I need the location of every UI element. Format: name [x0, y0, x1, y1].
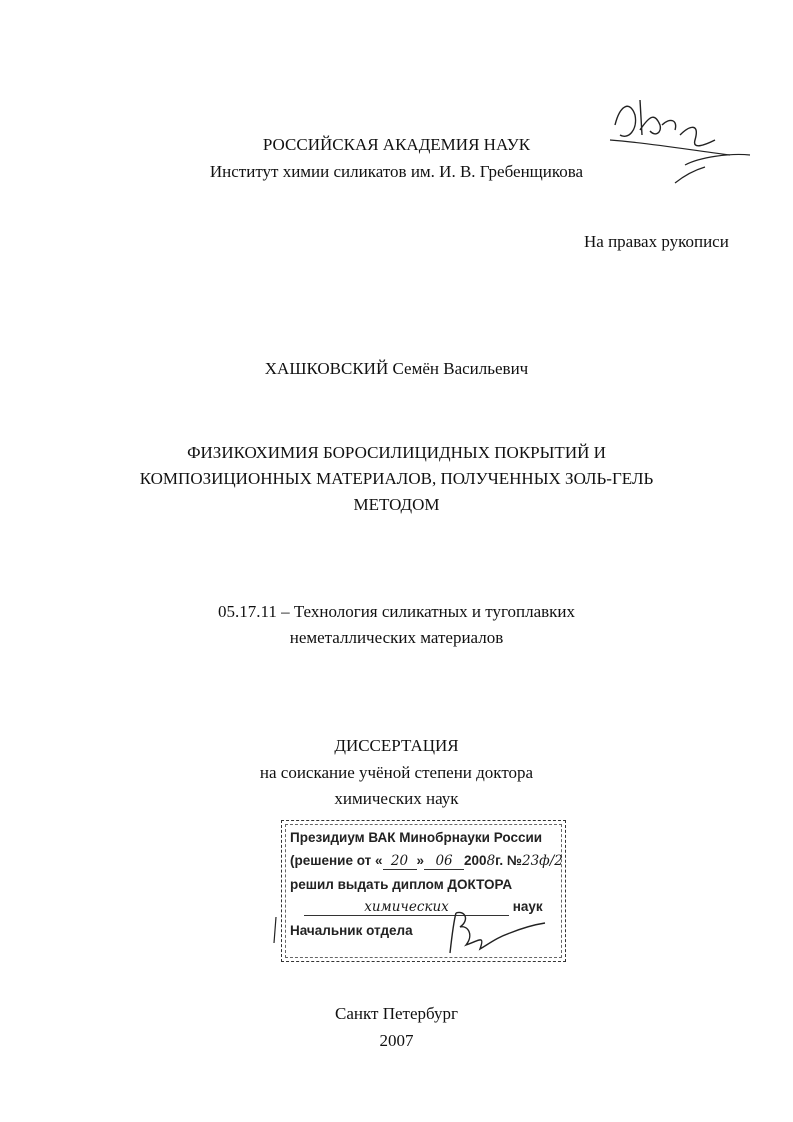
- stamp-decision-line: (решение от « 20 » 06 2008г. №23ф/2: [290, 853, 563, 869]
- institute-name: Институт химии силикатов им. И. В. Гребенщикова: [209, 162, 584, 181]
- specialty-line-1: 05.17.11 – Технология силикатных и тугоплавких: [217, 602, 576, 621]
- stamp-year-prefix: 200: [464, 853, 487, 868]
- stamp-field-value: химических: [304, 899, 509, 916]
- specialty-line-2: неметаллических материалов: [289, 628, 504, 647]
- degree-line-2: химических наук: [334, 789, 459, 808]
- year: 2007: [379, 1031, 414, 1050]
- stamp-presidium-line: Президиум ВАК Минобрнауки России: [290, 830, 543, 845]
- stamp-year-label: г. №: [495, 853, 522, 868]
- stamp-day-value: 20: [383, 853, 417, 870]
- stamp-diploma-line: решил выдать диплом ДОКТОРА: [290, 877, 513, 892]
- stamp-month-value: 06: [424, 853, 464, 870]
- stamp-number-value: 23ф/2: [521, 853, 563, 869]
- title-line-3: МЕТОДОМ: [353, 495, 440, 514]
- organization-name: РОССИЙСКАЯ АКАДЕМИЯ НАУК: [262, 135, 531, 154]
- manuscript-rights: На правах рукописи: [584, 232, 729, 251]
- author-name: [0, 358, 793, 380]
- city: Санкт Петербург: [335, 1004, 458, 1023]
- stamp-field-label: наук: [512, 899, 543, 914]
- stamp-signature-scribble: [440, 905, 550, 960]
- title-line-2: КОМПОЗИЦИОННЫХ МАТЕРИАЛОВ, ПОЛУЧЕННЫХ ЗОЛЬ-ГЕЛЬ: [139, 469, 654, 488]
- stamp-decision-prefix: (решение от «: [290, 853, 383, 868]
- author-given-names: Семён Васильевич: [392, 359, 529, 378]
- stamp-head-label: Начальник отдела: [290, 923, 413, 938]
- title-line-1: ФИЗИКОХИМИЯ БОРОСИЛИЦИДНЫХ ПОКРЫТИЙ И: [187, 443, 606, 462]
- stamp-year-suffix: 8: [486, 853, 496, 869]
- stamp-corner-mark: [270, 915, 284, 945]
- author-surname: ХАШКОВСКИЙ: [264, 359, 389, 378]
- document-type-heading: ДИССЕРТАЦИЯ: [334, 736, 459, 755]
- degree-line-1: на соискание учёной степени доктора: [259, 763, 534, 782]
